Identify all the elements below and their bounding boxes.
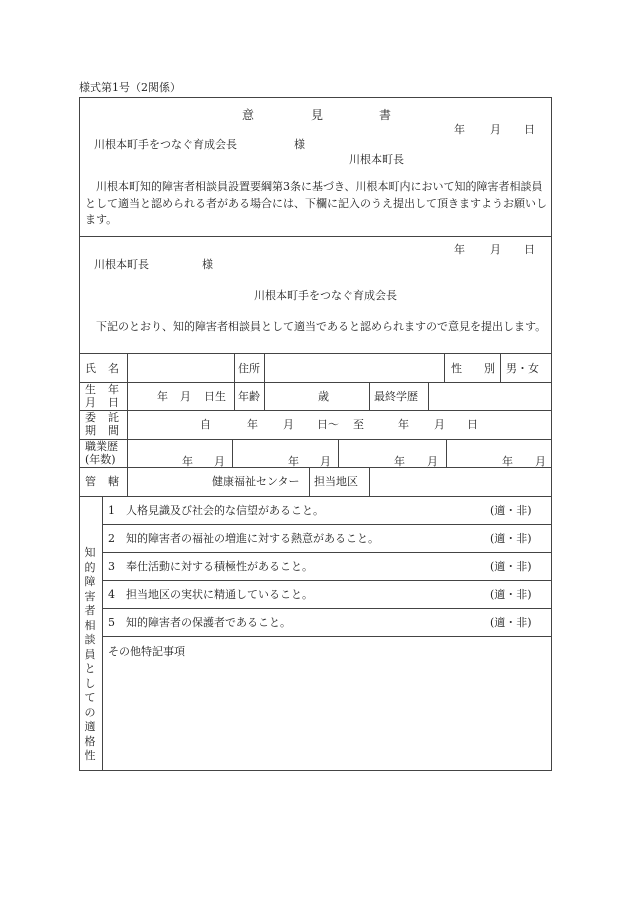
- suitability-label: 知的障害者相談員としての適格性: [84, 546, 96, 762]
- birth-label-4: 日: [108, 396, 119, 409]
- honorific: 様: [294, 138, 305, 151]
- criterion-3-number: 3: [108, 560, 115, 573]
- criterion-3-check: (適・非): [490, 560, 532, 573]
- career-2-month: 月: [320, 455, 331, 468]
- term-to-year: 年: [398, 418, 409, 431]
- birth-label-2: 年: [108, 383, 119, 396]
- career-label: 職業歴: [85, 440, 118, 453]
- criterion-5-number: 5: [108, 616, 115, 629]
- area-label: 担当地区: [314, 475, 358, 488]
- age-unit: 歳: [318, 390, 329, 403]
- criterion-5-check: (適・非): [490, 616, 532, 629]
- criterion-3-text: 奉仕活動に対する積極性があること。: [126, 560, 313, 573]
- term-from-month: 月: [283, 418, 294, 431]
- term-to: 至: [353, 418, 364, 431]
- jurisdiction-label-2: 轄: [108, 475, 119, 488]
- criterion-4-text: 担当地区の実状に精通していること。: [126, 588, 313, 601]
- term-from: 自: [200, 418, 211, 431]
- term-label-2: 託: [108, 411, 119, 424]
- date-year-2: 年: [454, 243, 465, 256]
- jurisdiction-label-1: 管: [85, 475, 96, 488]
- criterion-4-check: (適・非): [490, 588, 532, 601]
- title-char-2: 見: [311, 108, 324, 122]
- career-1-month: 月: [214, 455, 225, 468]
- title-char-1: 意: [242, 108, 255, 122]
- honorific-2: 様: [202, 258, 213, 271]
- request-body: 川根本町知的障害者相談員設置要綱第3条に基づき、川根本町内において知的障害者相談員として適当と認められる者がある場合には、下欄に記入のうえ提出して頂きますようお願いします。: [85, 180, 547, 226]
- career-1-year: 年: [182, 455, 193, 468]
- age-label: 年齢: [238, 390, 260, 403]
- birth-month-unit: 月: [180, 390, 191, 403]
- jurisdiction-value: 健康福祉センター: [212, 475, 300, 488]
- date-month: 月: [490, 123, 501, 136]
- term-label-1: 委: [85, 411, 96, 424]
- birth-year-unit: 年: [157, 390, 168, 403]
- term-label-3: 期: [85, 424, 96, 437]
- career-3-year: 年: [394, 455, 405, 468]
- address-label: 住所: [238, 362, 260, 375]
- form-number: 様式第1号（2関係）: [79, 81, 181, 94]
- addressee-2: 川根本町長: [94, 258, 149, 271]
- term-from-year: 年: [247, 418, 258, 431]
- criterion-1-check: (適・非): [490, 504, 532, 517]
- career-4-month: 月: [535, 455, 546, 468]
- date-day: 日: [524, 123, 535, 136]
- birth-label-3: 月: [85, 396, 96, 409]
- criterion-4-number: 4: [108, 588, 115, 601]
- name-label-2: 名: [108, 362, 119, 375]
- other-notes-label: その他特記事項: [108, 645, 185, 658]
- education-label: 最終学歴: [374, 390, 418, 403]
- gender-label-1: 性: [451, 362, 462, 375]
- career-3-month: 月: [427, 455, 438, 468]
- criterion-5-text: 知的障害者の保護者であること。: [126, 616, 291, 629]
- career-years-label: (年数): [85, 453, 116, 466]
- gender-label-2: 別: [484, 362, 495, 375]
- title-char-3: 書: [379, 108, 392, 122]
- career-2-year: 年: [288, 455, 299, 468]
- criterion-1-number: 1: [108, 504, 115, 517]
- gender-value: 男・女: [506, 362, 539, 375]
- criterion-2-text: 知的障害者の福祉の増進に対する熱意があること。: [126, 532, 379, 545]
- term-label-4: 間: [108, 424, 119, 437]
- criterion-1-text: 人格見識及び社会的な信望があること。: [126, 504, 324, 517]
- criterion-2-check: (適・非): [490, 532, 532, 545]
- date-month-2: 月: [490, 243, 501, 256]
- name-label-1: 氏: [85, 362, 96, 375]
- criterion-2-number: 2: [108, 532, 115, 545]
- birth-label-1: 生: [85, 383, 96, 396]
- career-4-year: 年: [502, 455, 513, 468]
- date-year: 年: [454, 123, 465, 136]
- addressee: 川根本町手をつなぐ育成会長: [94, 138, 237, 151]
- date-day-2: 日: [524, 243, 535, 256]
- sender: 川根本町長: [349, 153, 404, 166]
- term-to-month: 月: [434, 418, 445, 431]
- sender-2: 川根本町手をつなぐ育成会長: [254, 289, 397, 302]
- submission-body: 下記のとおり、知的障害者相談員として適当であると認められますので意見を提出します。: [96, 320, 547, 333]
- term-to-day: 日: [467, 418, 478, 431]
- birth-day-unit: 日生: [204, 390, 226, 403]
- term-from-day: 日～: [317, 418, 339, 431]
